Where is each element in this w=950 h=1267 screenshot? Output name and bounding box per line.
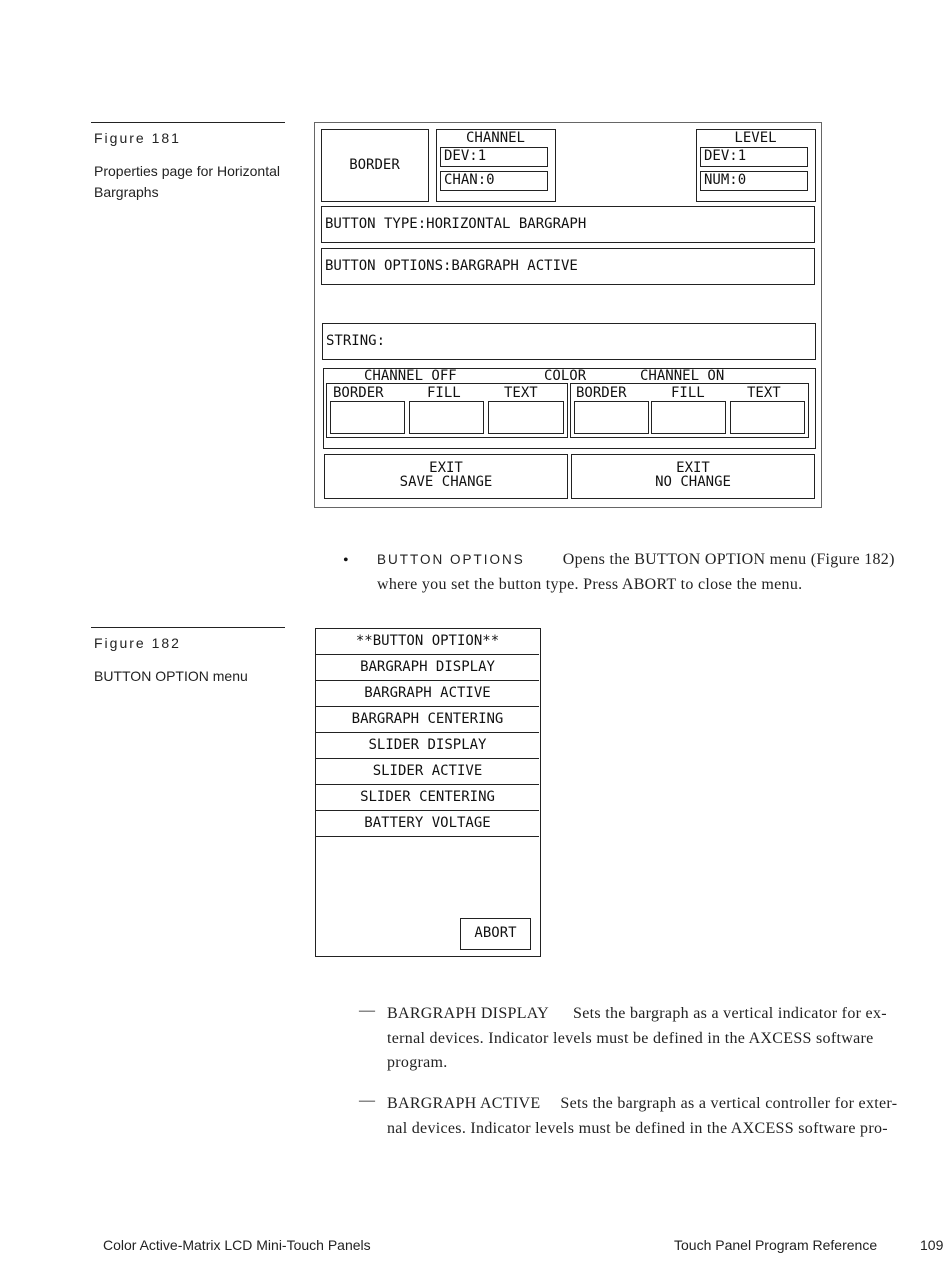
channel-on-label: CHANNEL ON [640, 368, 725, 384]
off-text-label: TEXT [504, 385, 538, 401]
menu-item-battery-voltage[interactable]: BATTERY VOLTAGE [316, 811, 539, 837]
menu-title: **BUTTON OPTION** [316, 629, 539, 655]
on-border-label: BORDER [576, 385, 627, 401]
exit-no-line2: NO CHANGE [655, 474, 731, 490]
button-options-line2: where you set the button type. Press ABORT to close the menu. [377, 575, 803, 593]
figure-181-caption: Properties page for Horizontal Bargraphs [94, 163, 280, 200]
button-options-term: BUTTON OPTIONS [377, 552, 525, 567]
bargraph-active-line1: Sets the bargraph as a vertical controller for exter- [560, 1095, 898, 1112]
off-text-swatch[interactable] [488, 401, 564, 434]
on-fill-label: FILL [671, 385, 705, 401]
horizontal-bargraph-properties-panel [314, 122, 822, 508]
button-option-menu [315, 628, 541, 957]
figure-181-rule [91, 122, 285, 123]
color-label: COLOR [544, 368, 587, 384]
footer-left: Color Active-Matrix LCD Mini-Touch Panels [103, 1237, 371, 1253]
exit-save-line2: SAVE CHANGE [399, 474, 493, 490]
bargraph-active-term: BARGRAPH ACTIVE [387, 1095, 541, 1112]
level-num-field[interactable]: NUM:0 [700, 171, 808, 191]
menu-item-slider-centering[interactable]: SLIDER CENTERING [316, 785, 539, 811]
bargraph-display-description [387, 1002, 942, 1076]
on-text-label: TEXT [747, 385, 781, 401]
figure-182-caption: BUTTON OPTION menu [94, 668, 248, 684]
bargraph-active-line2: nal devices. Indicator levels must be defined in the AXCESS software pro- [387, 1119, 888, 1137]
bargraph-display-line1: Sets the bargraph as a vertical indicator for ex- [573, 1005, 887, 1022]
channel-title: CHANNEL [465, 130, 525, 146]
button-options-description [377, 548, 937, 597]
button-options-line1: Opens the BUTTON OPTION menu (Figure 182) [562, 551, 895, 568]
abort-button[interactable]: ABORT [460, 918, 531, 950]
figure-181-number: Figure 181 [94, 130, 181, 146]
menu-item-bargraph-active[interactable]: BARGRAPH ACTIVE [316, 681, 539, 707]
footer-right: Touch Panel Program Reference [674, 1237, 878, 1253]
menu-item-bargraph-centering[interactable]: BARGRAPH CENTERING [316, 707, 539, 733]
dash-icon: — [359, 1002, 375, 1019]
off-border-swatch[interactable] [330, 401, 405, 434]
on-border-swatch[interactable] [574, 401, 649, 434]
exit-save-change-button[interactable] [324, 454, 568, 499]
page-number: 109 [920, 1237, 944, 1253]
channel-off-label: CHANNEL OFF [364, 368, 457, 384]
button-type-field[interactable]: BUTTON TYPE:HORIZONTAL BARGRAPH [321, 206, 815, 243]
channel-chan-field[interactable]: CHAN:0 [440, 171, 548, 191]
border-button-label: BORDER [349, 157, 400, 173]
off-fill-label: FILL [427, 385, 461, 401]
figure-182-number: Figure 182 [94, 635, 181, 651]
on-text-swatch[interactable] [730, 401, 805, 434]
level-title: LEVEL [734, 130, 777, 146]
bargraph-display-line2: ternal devices. Indicator levels must be defined in the AXCESS software [387, 1029, 874, 1047]
bargraph-display-line3: program. [387, 1054, 448, 1071]
menu-item-bargraph-display[interactable]: BARGRAPH DISPLAY [316, 655, 539, 681]
level-dev-field[interactable]: DEV:1 [700, 147, 808, 167]
menu-item-slider-display[interactable]: SLIDER DISPLAY [316, 733, 539, 759]
bargraph-display-term: BARGRAPH DISPLAY [387, 1005, 550, 1022]
channel-dev-field[interactable]: DEV:1 [440, 147, 548, 167]
figure-182-rule [91, 627, 285, 628]
exit-save-line1: EXIT [429, 460, 463, 476]
border-button[interactable] [321, 129, 429, 202]
off-border-label: BORDER [333, 385, 384, 401]
on-fill-swatch[interactable] [651, 401, 726, 434]
button-options-field[interactable]: BUTTON OPTIONS:BARGRAPH ACTIVE [321, 248, 815, 285]
dash-icon: — [359, 1092, 375, 1109]
off-fill-swatch[interactable] [409, 401, 484, 434]
menu-item-slider-active[interactable]: SLIDER ACTIVE [316, 759, 539, 785]
exit-no-line1: EXIT [676, 460, 710, 476]
exit-no-change-button[interactable] [571, 454, 815, 499]
string-field[interactable]: STRING: [322, 323, 816, 360]
bullet-icon: • [343, 552, 349, 569]
bargraph-active-description [387, 1092, 942, 1141]
